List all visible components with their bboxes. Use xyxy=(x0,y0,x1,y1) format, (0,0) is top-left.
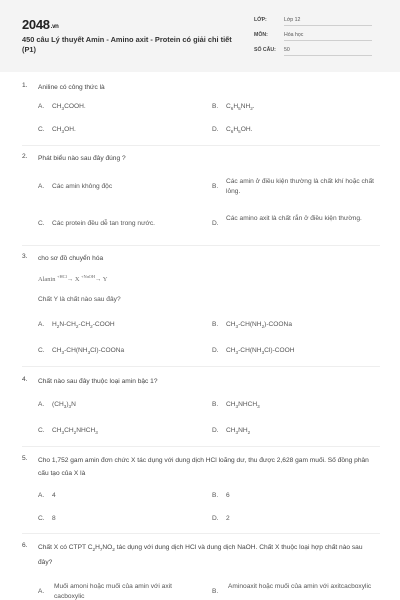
option-letter: A. xyxy=(38,183,45,190)
option-text: $CH_3OH$. xyxy=(52,126,76,134)
meta-value: Lớp 12 xyxy=(284,15,372,26)
option-letter: C. xyxy=(38,515,45,522)
option-text: $CH_3-CH(NH_3Cl)$-COOH xyxy=(226,347,295,355)
option-text: Các amin ở điều kiện thường là chất khí hoặc chất lỏng. xyxy=(226,178,374,195)
question-divider xyxy=(22,245,380,246)
option-text: 8 xyxy=(52,515,56,522)
question-divider xyxy=(22,366,380,367)
option-text: $CH_3NHCH_3$ xyxy=(226,401,260,409)
option-letter: A. xyxy=(38,492,45,499)
scheme-reagent-1: +HCl xyxy=(57,274,67,279)
question-text: cho sơ đồ chuyển hóa xyxy=(38,255,104,262)
option-letter: D. xyxy=(212,126,219,133)
option-text: Các amin không độc xyxy=(52,183,113,190)
option-letter: A. xyxy=(38,588,45,595)
scheme-mid: X xyxy=(74,276,80,283)
option-text: Muối amoni hoặc muối của amin với axit cacboxylic xyxy=(54,583,172,600)
option-text: 2 xyxy=(226,515,230,522)
option-text: Các amino axit là chất rắn ở điều kiện thường. xyxy=(226,215,362,222)
option-letter: B. xyxy=(212,492,219,499)
meta-value: 50 xyxy=(284,45,372,56)
meta-label: MÔN: xyxy=(254,32,268,38)
option-letter: C. xyxy=(38,347,45,354)
site-logo[interactable] xyxy=(22,17,59,32)
document-header xyxy=(0,0,400,72)
option-letter: A. xyxy=(38,401,45,408)
option-letter: D. xyxy=(212,347,219,354)
question-number: 4. xyxy=(22,376,28,383)
question-number: 1. xyxy=(22,82,28,89)
option-text: $CH_3-CH(NH_2)$-COONa xyxy=(226,321,292,329)
meta-value: Hóa học xyxy=(284,30,372,41)
question-number: 2. xyxy=(22,153,28,160)
option-letter: B. xyxy=(212,401,219,408)
option-text: 6 xyxy=(226,492,230,499)
question-text: Chất X có CTPT $C_2H_7NO_2$ tác dụng với dung dịch HCl và dung dịch NaOH. Chất X thuộc loại hợp chất nào sau đây? xyxy=(38,544,363,566)
option-text: $CH_3CH_2NHCH_3$ xyxy=(52,427,98,435)
option-text: $CH_3COOH$. xyxy=(52,103,86,111)
meta-subject xyxy=(254,30,374,40)
page-title: 450 câu Lý thuyết Amin - Amino axit - Protein có giải chi tiết (P1) xyxy=(22,35,232,54)
option-letter: D. xyxy=(212,220,219,227)
question-text: Cho 1,752 gam amin đơn chức X tác dụng với dung dịch HCl loãng dư, thu được 2,628 gam muối. Số đồng phân cấu tạo của X là xyxy=(38,457,369,477)
logo-text: 2048 xyxy=(22,17,50,32)
question-number: 3. xyxy=(22,253,28,260)
scheme-end: Y xyxy=(102,276,108,283)
question-text: Phát biểu nào sau đây đúng ? xyxy=(38,155,126,162)
arrow-icon: → xyxy=(66,276,74,283)
scheme-start: Alanin xyxy=(38,276,56,283)
logo-tld: .vn xyxy=(50,24,59,30)
option-letter: B. xyxy=(212,103,219,110)
option-text: $C_6H_5OH$. xyxy=(226,126,253,134)
conversion-scheme xyxy=(38,274,107,283)
question-number: 6. xyxy=(22,542,28,549)
question-number: 5. xyxy=(22,455,28,462)
option-letter: C. xyxy=(38,126,45,133)
option-text: Các protein đều dễ tan trong nước. xyxy=(52,220,155,227)
option-letter: D. xyxy=(212,427,219,434)
question-text: Chất nào sau đây thuộc loại amin bậc 1? xyxy=(38,378,158,385)
option-letter: A. xyxy=(38,321,45,328)
meta-class xyxy=(254,15,374,25)
arrow-icon: → xyxy=(94,276,102,283)
question-divider xyxy=(22,533,380,534)
meta-label: SỐ CÂU: xyxy=(254,47,276,53)
option-text: $(CH_3)_3N$ xyxy=(52,401,76,409)
option-text: $CH_3NH_2$ xyxy=(226,427,251,435)
meta-count xyxy=(254,45,374,55)
option-text: Aminoaxit hoặc muối của amin với axitcacboxylic xyxy=(228,583,372,590)
question-text: Aniline có công thức là xyxy=(38,84,105,91)
option-letter: B. xyxy=(212,321,219,328)
option-letter: C. xyxy=(38,427,45,434)
option-text: $C_6H_5NH_2$. xyxy=(226,103,255,111)
option-text: $H_2N-CH_2-CH_2$-COOH xyxy=(52,321,115,329)
option-text: 4 xyxy=(52,492,56,499)
option-letter: A. xyxy=(38,103,45,110)
question-divider xyxy=(22,446,380,447)
question-divider xyxy=(22,145,380,146)
option-letter: C. xyxy=(38,220,45,227)
option-letter: B. xyxy=(212,183,219,190)
option-letter: D. xyxy=(212,515,219,522)
option-letter: B. xyxy=(212,588,219,595)
meta-label: LỚP: xyxy=(254,17,267,23)
question-text: Chất Y là chất nào sau đây? xyxy=(38,296,121,303)
option-text: $CH_3-CH(NH_3Cl)$-COONa xyxy=(52,347,125,355)
scheme-reagent-2: +NaOH xyxy=(81,274,95,279)
